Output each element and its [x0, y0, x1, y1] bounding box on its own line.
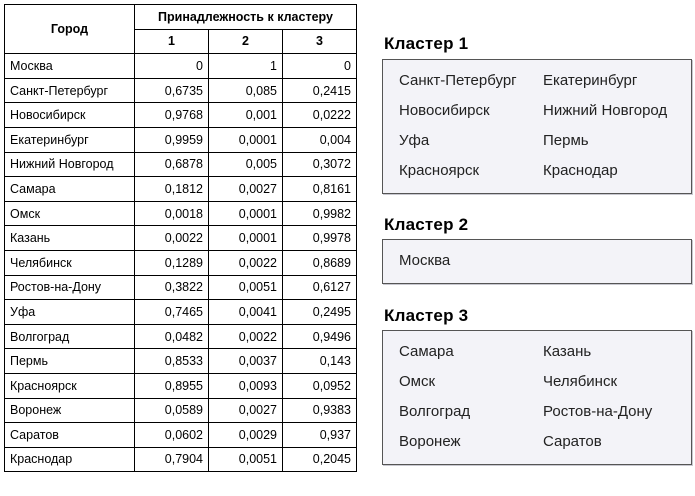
table-row — [5, 447, 357, 472]
table-cell-cluster-1: 0,8533 — [135, 349, 209, 374]
table-row — [5, 201, 357, 226]
table-cell-cluster-1: 0,1812 — [135, 177, 209, 202]
table-cell-city: Уфа — [5, 300, 135, 325]
table-cell-cluster-1: 0,0018 — [135, 201, 209, 226]
table-row — [5, 127, 357, 152]
table-cell-city: Краснодар — [5, 447, 135, 472]
table-row — [5, 398, 357, 423]
cluster-2-box — [382, 239, 692, 284]
table-cell-cluster-3: 0,3072 — [283, 152, 357, 177]
table-row — [5, 373, 357, 398]
cluster-city: Волгоград — [399, 403, 471, 420]
table-cell-cluster-2: 0,0093 — [209, 373, 283, 398]
table-cell-cluster-2: 0,005 — [209, 152, 283, 177]
table-cell-city: Самара — [5, 177, 135, 202]
table-cell-city: Казань — [5, 226, 135, 251]
header-city: Город — [5, 5, 135, 54]
table-cell-city: Челябинск — [5, 250, 135, 275]
table-row — [5, 152, 357, 177]
cluster-city: Санкт-Петербург — [399, 72, 517, 89]
table-cell-city: Красноярск — [5, 373, 135, 398]
table-cell-cluster-2: 0,0001 — [209, 226, 283, 251]
table-cell-cluster-1: 0,6735 — [135, 78, 209, 103]
table-cell-cluster-2: 0,0041 — [209, 300, 283, 325]
table-row — [5, 177, 357, 202]
table-cell-cluster-3: 0,2415 — [283, 78, 357, 103]
table-cell-cluster-3: 0,9978 — [283, 226, 357, 251]
table-cell-cluster-1: 0,8955 — [135, 373, 209, 398]
table-cell-cluster-2: 0,0037 — [209, 349, 283, 374]
cluster-city: Воронеж — [399, 433, 461, 450]
cluster-3-title: Кластер 3 — [384, 306, 469, 325]
table-cell-cluster-1: 0,0482 — [135, 324, 209, 349]
table-cell-city: Москва — [5, 54, 135, 79]
header-membership: Принадлежность к кластеру — [135, 5, 357, 30]
table-cell-cluster-1: 0,0022 — [135, 226, 209, 251]
table-cell-cluster-1: 0,0602 — [135, 423, 209, 448]
table-cell-cluster-3: 0,0952 — [283, 373, 357, 398]
table-row — [5, 300, 357, 325]
table-cell-cluster-3: 0,9496 — [283, 324, 357, 349]
table-row — [5, 275, 357, 300]
cluster-1-box — [382, 59, 692, 194]
table-cell-cluster-2: 0,001 — [209, 103, 283, 128]
table-row — [5, 54, 357, 79]
cluster-city: Нижний Новгород — [543, 102, 668, 119]
table-cell-cluster-2: 0,0051 — [209, 275, 283, 300]
header-cluster-2: 2 — [209, 29, 283, 54]
table-cell-cluster-2: 0,0001 — [209, 127, 283, 152]
cluster-city: Уфа — [399, 132, 430, 149]
cluster-city: Екатеринбург — [543, 72, 638, 89]
table-cell-city: Волгоград — [5, 324, 135, 349]
table-cell-cluster-3: 0,9383 — [283, 398, 357, 423]
table-cell-cluster-2: 0,085 — [209, 78, 283, 103]
table-cell-city: Нижний Новгород — [5, 152, 135, 177]
membership-table — [4, 4, 357, 472]
table-cell-cluster-2: 0,0027 — [209, 177, 283, 202]
cluster-city: Москва — [399, 252, 451, 269]
cluster-3-box — [382, 330, 692, 465]
table-row — [5, 103, 357, 128]
table-cell-city: Пермь — [5, 349, 135, 374]
table-cell-cluster-2: 0,0022 — [209, 324, 283, 349]
cluster-1-list — [383, 60, 691, 186]
table-cell-cluster-3: 0,9982 — [283, 201, 357, 226]
table-cell-city: Санкт-Петербург — [5, 78, 135, 103]
cluster-city: Новосибирск — [399, 102, 490, 119]
table-cell-cluster-1: 0,7904 — [135, 447, 209, 472]
table-cell-city: Новосибирск — [5, 103, 135, 128]
table-cell-cluster-1: 0,1289 — [135, 250, 209, 275]
header-cluster-1: 1 — [135, 29, 209, 54]
table-cell-cluster-3: 0,8689 — [283, 250, 357, 275]
table-cell-cluster-1: 0,9959 — [135, 127, 209, 152]
cluster-city: Пермь — [543, 132, 589, 149]
table-cell-cluster-2: 1 — [209, 54, 283, 79]
header-cluster-3: 3 — [283, 29, 357, 54]
cluster-city: Челябинск — [543, 373, 618, 390]
table-row — [5, 78, 357, 103]
cluster-city: Ростов-на-Дону — [543, 403, 653, 420]
cluster-2-title: Кластер 2 — [384, 215, 469, 234]
table-cell-city: Ростов-на-Дону — [5, 275, 135, 300]
table-row — [5, 324, 357, 349]
table-cell-cluster-1: 0,6878 — [135, 152, 209, 177]
cluster-city: Саратов — [543, 433, 602, 450]
cluster-1-title: Кластер 1 — [384, 34, 469, 53]
table-cell-cluster-1: 0 — [135, 54, 209, 79]
table-cell-cluster-2: 0,0022 — [209, 250, 283, 275]
table-cell-cluster-3: 0 — [283, 54, 357, 79]
table-cell-cluster-3: 0,0222 — [283, 103, 357, 128]
cluster-city: Красноярск — [399, 162, 480, 179]
cluster-city: Самара — [399, 343, 454, 360]
table-cell-cluster-2: 0,0001 — [209, 201, 283, 226]
table-cell-cluster-3: 0,2045 — [283, 447, 357, 472]
table-cell-cluster-1: 0,7465 — [135, 300, 209, 325]
cluster-2-list — [383, 240, 691, 276]
table-cell-cluster-3: 0,143 — [283, 349, 357, 374]
table-cell-cluster-2: 0,0027 — [209, 398, 283, 423]
table-row — [5, 250, 357, 275]
table-cell-cluster-3: 0,937 — [283, 423, 357, 448]
table-row — [5, 423, 357, 448]
table-cell-cluster-2: 0,0051 — [209, 447, 283, 472]
table-row — [5, 226, 357, 251]
table-header-row — [5, 5, 357, 30]
table-row — [5, 349, 357, 374]
cluster-city: Краснодар — [543, 162, 618, 179]
table-cell-city: Омск — [5, 201, 135, 226]
table-cell-cluster-3: 0,004 — [283, 127, 357, 152]
table-cell-cluster-1: 0,3822 — [135, 275, 209, 300]
table-cell-city: Екатеринбург — [5, 127, 135, 152]
cluster-city: Омск — [399, 373, 436, 390]
cluster-city: Казань — [543, 343, 592, 360]
table-cell-cluster-2: 0,0029 — [209, 423, 283, 448]
table-cell-cluster-3: 0,2495 — [283, 300, 357, 325]
table-cell-cluster-3: 0,6127 — [283, 275, 357, 300]
cluster-3-list — [383, 331, 691, 457]
table-cell-cluster-1: 0,0589 — [135, 398, 209, 423]
table-cell-cluster-1: 0,9768 — [135, 103, 209, 128]
table-cell-city: Саратов — [5, 423, 135, 448]
table-cell-cluster-3: 0,8161 — [283, 177, 357, 202]
table-cell-city: Воронеж — [5, 398, 135, 423]
